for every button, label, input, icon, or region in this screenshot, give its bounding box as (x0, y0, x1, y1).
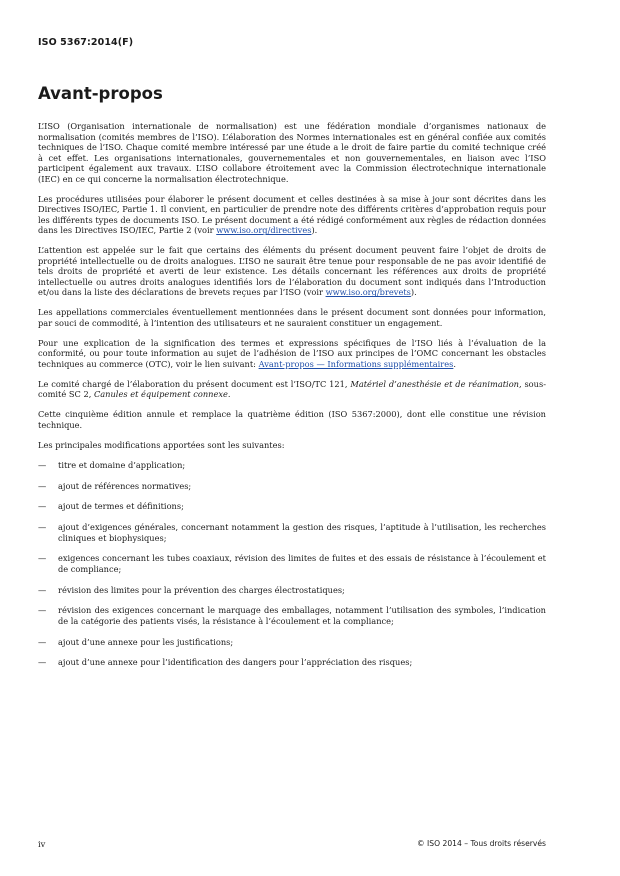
list-item: — révision des exigences concernant le marquage des emballages, notamment l’utilisation des symboles, l’indication de la catégorie des patients visés, la résistance à l’écoulement et la compliance; (38, 605, 546, 626)
dash-marker: — (38, 636, 47, 647)
paragraph-conformity (38, 338, 546, 370)
dash-marker: — (38, 584, 47, 595)
dash-marker: — (38, 605, 47, 616)
committee-text-c: . (227, 389, 231, 400)
committee-title: Matériel d’anesthésie et de réanimation (350, 378, 519, 389)
dash-marker: — (38, 459, 47, 470)
list-item: — ajout d’exigences générales, concernant notamment la gestion des risques, l’aptitude à l’utilisation, les recherches cliniques et biophysiques; (38, 522, 546, 543)
dash-marker: — (38, 553, 47, 564)
paragraph-patents-text: L’attention est appelée sur le fait que certains des éléments du présent document peuvent faire l’objet de droits de propriété intellectuelle ou de droits analogues. L’ISO ne saurait être tenue pour responsable de ne pas avoir identifié de tels droits de propriété et averti de leur existence. Les détails concernant les références aux droits de propriété intellectuelle ou autres droits analogues identifiés lors de l’élaboration du document sont indiqués dans l’Introduction et/ou dans la liste des déclarations de brevets reçues par l’ISO (voir (38, 245, 546, 298)
dash-marker: — (38, 501, 47, 512)
page-number: iv (38, 839, 46, 849)
changes-list (38, 460, 546, 668)
dash-marker: — (38, 522, 47, 532)
paragraph-patents-end: ). (410, 287, 417, 298)
committee-text-a: Le comité chargé de l’élaboration du présent document est l’ISO/TC 121, (38, 378, 351, 389)
paragraph-trade-names: Les appellations commerciales éventuellement mentionnées dans le présent document sont données pour information, par souci de commodité, à l’intention des utilisateurs et ne sauraient constituer un engagement. (38, 307, 546, 328)
list-item: — ajout d’une annexe pour les justifications; (38, 636, 234, 647)
paragraph-patents (38, 245, 546, 298)
foreword-info-link[interactable]: Avant-propos — Informations supplémentaires (258, 358, 454, 369)
paragraph-procedures-text: Les procédures utilisées pour élaborer le présent document et celles destinées à sa mise à jour sont décrites dans les Directives ISO/IEC, Partie 1. Il convient, en particulier de prendre note des différents critères d’approbation requis pour les différents types de documents ISO. Le présent document a été rédigé conformément aux règles de rédaction données dans les Directives ISO/IEC, Partie 2 (voir (38, 193, 546, 236)
paragraph-iso-organisation: L’ISO (Organisation internationale de normalisation) est une fédération mondiale d’organismes nationaux de normalisation (comités membres de l’ISO). L’élaboration des Normes internationales est en général confiée aux comités techniques de l’ISO. Chaque comité membre intéressé par une étude a le droit de faire partie du comité technique créé à cet effet. Les organisations internationales, gouvernementales et non gouvernementales, en liaison avec l’ISO participent également aux travaux. L’ISO collabore étroitement avec la Commission électrotechnique internationale (IEC) en ce qui concerne la normalisation électrotechnique. (38, 121, 546, 184)
paragraph-procedures (38, 194, 546, 236)
list-item: — exigences concernant les tubes coaxiaux, révision des limites de fuites et des essais de résistance à l’écoulement et de compliance; (38, 553, 546, 574)
paragraph-changes-intro: Les principales modifications apportées sont les suivantes: (38, 439, 285, 450)
subcommittee-title: Canules et équipement connexe (93, 389, 228, 400)
paragraph-conformity-text: Pour une explication de la signification des termes et expressions spécifiques de l’ISO liés à l’évaluation de la conformité, ou pour toute information au sujet de l’adhésion de l’ISO aux principes de l’OMC concernant les obstacles techniques au commerce (OTC), voir le lien suivant: (38, 337, 546, 369)
copyright-notice: © ISO 2014 – Tous droits réservés (417, 839, 546, 848)
list-item: — titre et domaine d’application; (38, 459, 186, 470)
list-item: — ajout de références normatives; (38, 480, 192, 491)
committee-text-b: , sous-comité SC 2, (38, 378, 546, 400)
list-item: — ajout d’une annexe pour l’identification des dangers pour l’appréciation des risques; (38, 657, 413, 668)
paragraph-conformity-end: . (453, 358, 456, 369)
paragraph-procedures-end: ). (311, 225, 318, 236)
document-body (38, 121, 546, 678)
patents-link[interactable]: www.iso.org/brevets (325, 287, 411, 298)
dash-marker: — (38, 480, 47, 491)
document-id-header: ISO 5367:2014(F) (38, 37, 134, 48)
directives-link[interactable]: www.iso.org/directives (216, 225, 312, 236)
list-item: — révision des limites pour la prévention des charges électrostatiques; (38, 584, 345, 595)
section-title: Avant-propos (38, 84, 163, 103)
list-item: — ajout de termes et définitions; (38, 501, 184, 512)
paragraph-edition: Cette cinquième édition annule et remplace la quatrième édition (ISO 5367:2000), dont elle constitue une révision technique. (38, 409, 546, 430)
paragraph-committee (38, 379, 546, 400)
dash-marker: — (38, 657, 47, 668)
